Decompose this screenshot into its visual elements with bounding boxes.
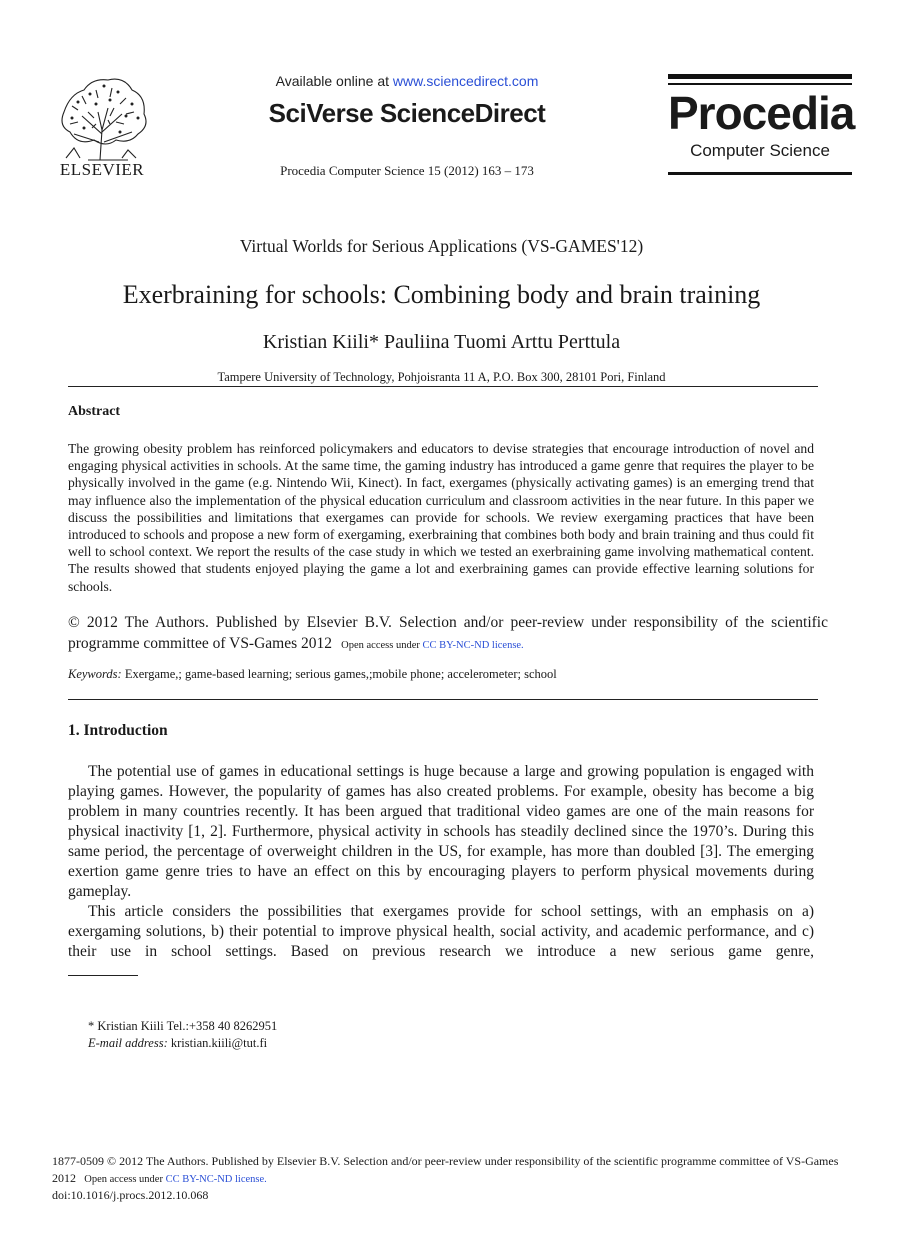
doi[interactable]: doi:10.1016/j.procs.2012.10.068	[52, 1188, 209, 1202]
keywords-text: Exergame,; game-based learning; serious games,;mobile phone; accelerometer; school	[124, 667, 557, 681]
footer-notice	[52, 1153, 862, 1188]
license-link[interactable]: CC BY-NC-ND license.	[422, 640, 524, 651]
procedia-top-rule-thick	[668, 74, 852, 79]
copyright-notice	[68, 612, 828, 656]
abstract-text: The growing obesity problem has reinforced policymakers and educators to devise strategies that encourage introduction of novel and engaging physical activities in schools. At the same time, the gaming industry has introduced a game genre that requires the player to be physically involved in the game (e.g. Nintendo Wii, Kinect). In fact, exergames (physically activating games) is an emerging trend that may influence also the implementation of the physical education curriculum and classroom activities in the near future. In this paper we discuss the possibilities and limitations that exergames can provide for schools. We review exergaming practices that have been introduced to schools and propose a new form of exergaming, exerbraining that combines both body and brain training and thus could fit well to school context. We report the results of the case study in which we tested an exerbraining game involving mathematical content. The results showed that students enjoyed playing the game a lot and exerbraining games can provide effective learning solutions for schools.	[68, 441, 814, 594]
journal-citation: Procedia Computer Science 15 (2012) 163 – 173	[280, 163, 534, 178]
intro-paragraph-1: The potential use of games in educational settings is huge because a large and growing population is engaged with playing games. However, the popularity of games has also created problems. For example, obesity has become a big problem in many countries recently. It has been argued that traditional video games are one of the main reasons for physical inactivity [1, 2]. Furthermore, physical activity in schools has steadily declined since the 1970’s. During this same period, the percentage of overweight children in the US, for example, has more than doubled [3]. The emerging exertion game genre tries to have an effect on this by encouraging players to perform physical movements during gameplay.	[68, 763, 814, 900]
procedia-title: Procedia	[668, 87, 855, 139]
footnote-contact: * Kristian Kiili Tel.:+358 40 8262951	[88, 1019, 278, 1033]
paper-title: Exerbraining for schools: Combining body and brain training	[122, 280, 761, 309]
abstract-divider	[68, 699, 818, 700]
footer-text: 1877-0509 © 2012 The Authors. Published by Elsevier B.V. Selection and/or peer-review under responsibility of the scientific programme committee of VS-Games 2012	[52, 1154, 839, 1185]
available-prefix: Available online at	[275, 73, 393, 89]
abstract-heading: Abstract	[68, 404, 121, 419]
elsevier-wordmark: ELSEVIER	[59, 160, 145, 179]
authors: Kristian Kiili* Pauliina Tuomi Arttu Perttula	[262, 331, 621, 353]
procedia-subtitle: Computer Science	[690, 141, 830, 160]
keywords-label: Keywords:	[68, 667, 122, 681]
footnote-email	[88, 1036, 267, 1051]
available-online	[200, 73, 614, 89]
footer-open-access-label: Open access under	[84, 1174, 163, 1185]
elsevier-logo	[52, 72, 152, 182]
header-divider	[68, 386, 818, 387]
elsevier-tree-icon	[52, 72, 152, 164]
footer-license-link[interactable]: CC BY-NC-ND license.	[165, 1174, 267, 1185]
email-label: E-mail address:	[88, 1036, 168, 1050]
keywords	[68, 667, 557, 682]
procedia-logo	[668, 74, 855, 178]
affiliation: Tampere University of Technology, Pohjoisranta 11 A, P.O. Box 300, 28101 Pori, Finland	[217, 370, 666, 384]
intro-paragraph-2: This article considers the possibilities that exergames provide for school settings, with an emphasis on a) exergaming solutions, b) their potential to improve physical health, social activity, and academic performance, and c) their use in school settings. Based on previous research we introduce a new serious game genre,	[68, 903, 814, 960]
introduction-heading: 1. Introduction	[68, 722, 168, 739]
sciencedirect-link[interactable]: www.sciencedirect.com	[392, 73, 539, 89]
conference-name: Virtual Worlds for Serious Applications (VS-GAMES'12)	[239, 236, 644, 256]
open-access-label: Open access under	[341, 640, 420, 651]
copyright-text: © 2012 The Authors. Published by Elsevier B.V. Selection and/or peer-review under responsibility of the scientific programme committee of VS-Games 2012	[68, 614, 828, 652]
procedia-top-rule-thin	[668, 83, 852, 85]
footnote-divider	[68, 975, 138, 976]
sciverse-logo: SciVerse ScienceDirect	[268, 98, 546, 128]
procedia-bottom-rule	[668, 172, 852, 175]
email-address[interactable]: kristian.kiili@tut.fi	[170, 1036, 268, 1050]
